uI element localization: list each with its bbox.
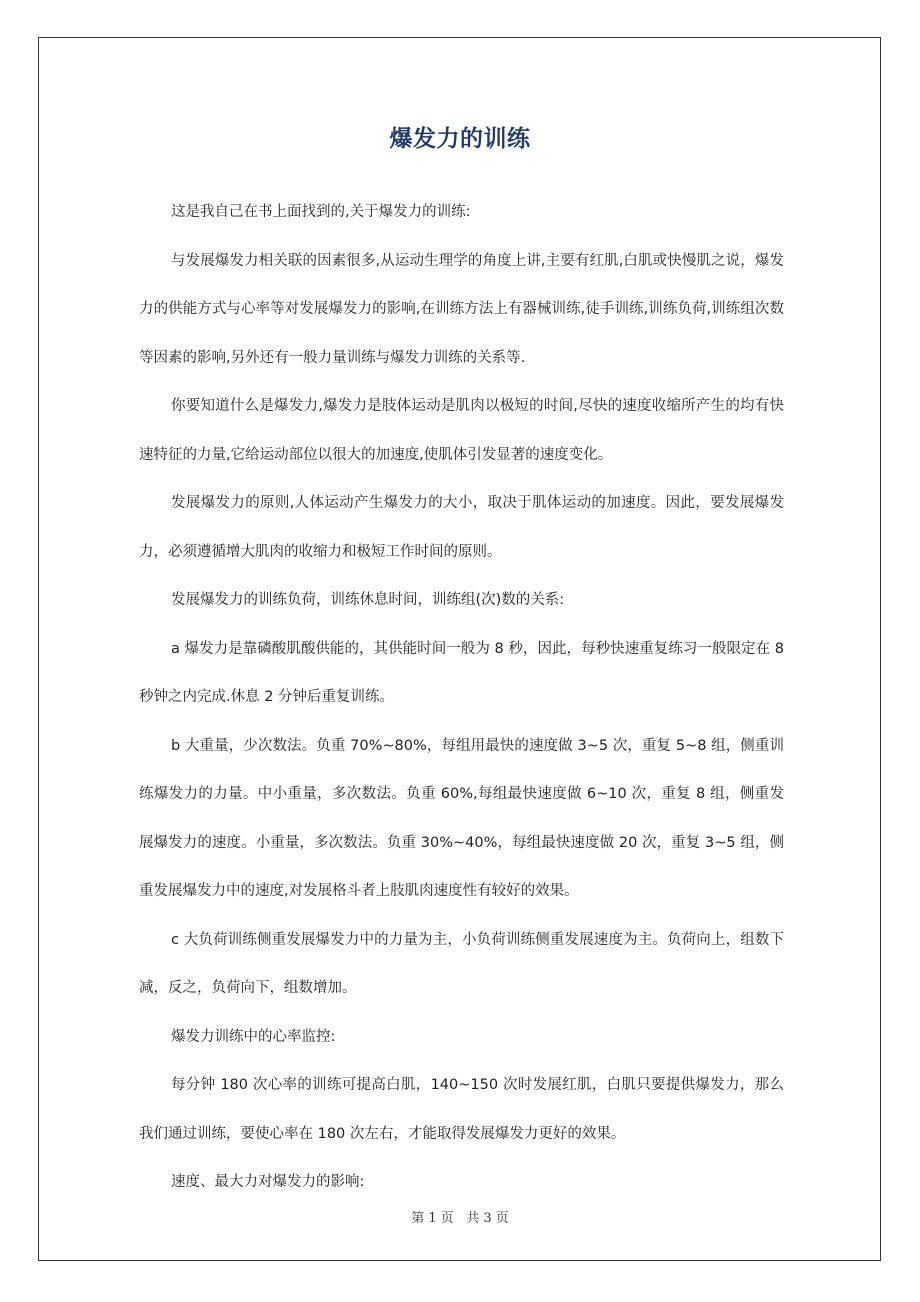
paragraph: b 大重量，少次数法。负重 70%~80%，每组用最快的速度做 3~5 次，重复 5~8 组，侧重训练爆发力的力量。中小重量，多次数法。负重 60%,每组最快速度做 6~10 次，重复 8 组，侧重发展爆发力的速度。小重量，多次数法。负重 30%~40%，每组最快速度做 20 次，重复 3~5 组，侧重发展爆发力中的速度,对发展格斗者上肢肌肉速度性有较好的效果。	[139, 737, 784, 899]
paragraph: 每分钟 180 次心率的训练可提高白肌，140~150 次时发展红肌，白肌只要提供爆发力，那么我们通过训练，要使心率在 180 次左右，才能取得发展爆发力更好的效果。	[139, 1077, 784, 1142]
document-body	[139, 188, 784, 1207]
paragraph: 速度、最大力对爆发力的影响:	[171, 1174, 365, 1190]
page-footer	[0, 1207, 920, 1226]
paragraph: 你要知道什么是爆发力,爆发力是肢体运动是肌肉以极短的时间,尽快的速度收缩所产生的均有快速特征的力量,它给运动部位以很大的加速度,使肌体引发显著的速度变化。	[139, 398, 784, 463]
page-number: 第 1 页	[411, 1211, 454, 1226]
paragraph: 与发展爆发力相关联的因素很多,从运动生理学的角度上讲,主要有红肌,白肌或快慢肌之说，爆发力的供能方式与心率等对发展爆发力的影响,在训练方法上有器械训练,徒手训练,训练负荷,训练组次数等因素的影响,另外还有一般力量训练与爆发力训练的关系等.	[139, 252, 784, 366]
paragraph: a 爆发力是靠磷酸肌酸供能的，其供能时间一般为 8 秒，因此，每秒快速重复练习一般限定在 8 秒钟之内完成.休息 2 分钟后重复训练。	[139, 640, 784, 705]
page-total: 共 3 页	[466, 1211, 509, 1226]
paragraph: 发展爆发力的训练负荷，训练休息时间，训练组(次)数的关系:	[171, 592, 565, 608]
paragraph: 发展爆发力的原则,人体运动产生爆发力的大小，取决于肌体运动的加速度。因此，要发展爆发力，必须遵循增大肌肉的收缩力和极短工作时间的原则。	[139, 495, 784, 560]
paragraph: c 大负荷训练侧重发展爆发力中的力量为主，小负荷训练侧重发展速度为主。负荷向上，组数下减，反之，负荷向下，组数增加。	[139, 931, 784, 996]
paragraph: 爆发力训练中的心率监控:	[171, 1028, 336, 1045]
document-title: 爆发力的训练	[389, 126, 531, 152]
paragraph: 这是我自己在书上面找到的,关于爆发力的训练:	[171, 204, 471, 220]
